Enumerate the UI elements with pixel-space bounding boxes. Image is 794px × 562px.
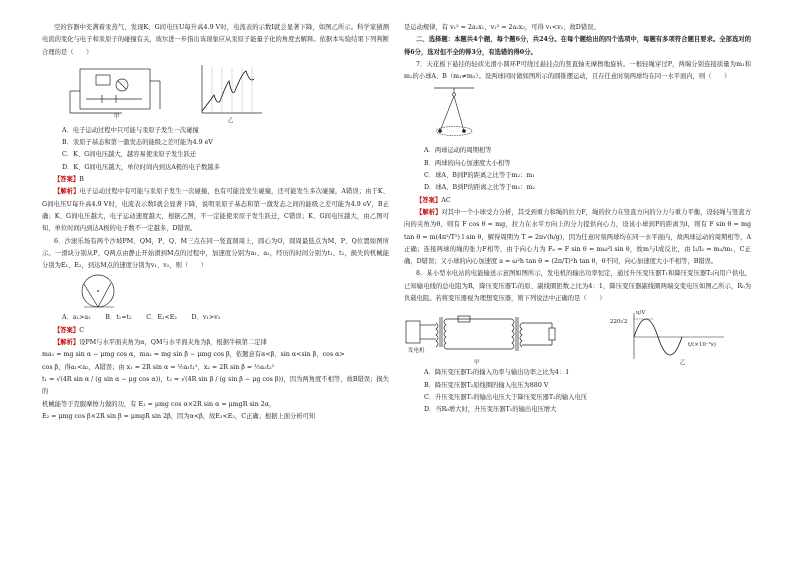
q6-options <box>42 312 389 324</box>
q8-option-b: B．降压变压器T₂原线圈的输入电压为880 V <box>424 381 549 389</box>
q6-explanation-line: ma₁ = mg sin α − μmg cos α，ma₂ = mg sin β − μmg cos β，依题意有α<β，sin α<sin β，cos α> <box>42 351 345 359</box>
q5-figure <box>62 61 389 123</box>
q6-stem: 6．沙滚乐场有两个沙坡PM、QM，P、Q、M三点在同一竖直圆周上，圆心为O，圆周最低点为M，P、Q位置如图所示。一滑块分别从P、Q两点由静止开始滑到M点的过程中，加速度分别为a₁、a₂，经历的时间分别为t₁、t₂，损失的机械能分别为E₁、E₂，到达M点的速度分别为v₁、v₂，则（ ） <box>42 237 389 270</box>
fig8-left-caption: 甲 <box>474 360 480 367</box>
q5-answer <box>42 174 389 186</box>
section-2-heading: 二、选择题：本题共4个题，每个题6分，共24分。在每个题给出的四个选项中，每题有多项符合题目要求。全部选对的得6分，选对但不全的得3分，有选错的得0分。 <box>404 36 751 56</box>
q5-explanation-text: 电子运动过程中有可能与汞原子发生一次碰撞，也有可能没发生碰撞，还可能发生多次碰撞，A错误；由于K、G间电压U每升高4.9 V时，电流表示数I就会显著下降，说明汞原子基态和第一激发态之间的能级之差可能为4.9 eV，B正确；K、G间电压越大，电子运动速度越大，根据乙图，不一定能使汞原子发生跃迁，C错误；K、G间电压越大，由乙图可知，单位时间内到达A极的电子数不一定越多，D错误。 <box>42 188 389 233</box>
q7-option-a: A．两球运动的周期相等 <box>424 147 492 155</box>
q6-option-d: D．v₁>v₂ <box>191 314 221 322</box>
q7-explanation-text: 对其中一个小球受力分析，其受到重力和绳的拉力F，绳的拉力在竖直方向的分力与重力平衡，设轻绳与竖直方向的夹角为θ，则有 F cos θ = mg，拉力在水平方向上的分力提供向心力，设该小球到P的距离为l，则有 F sin θ = mg tan θ = m(4π²/T²) l sin θ，解得周期为 T = 2π√(h/g)，因为任意时刻两球均在同一水平面内，故两球运动的周期相等，A正确；连接两球的绳的张力F相等，由于向心力为 Fₙ = F sin θ = mω²l sin θ，故m与l成反比，由 l₁/l₂ = m₂/m₁，C正确，D错误；又小球的向心加速度 a = ω²h tan θ = (2π/T)²h tan θ，θ不同，向心加速度大小不相等，B错误。 <box>404 208 751 266</box>
q6-figure <box>62 274 389 310</box>
explanation-tag: 【解析】 <box>54 188 80 196</box>
franck-hertz-figure <box>62 61 292 123</box>
q8-option-d: D．当R₀增大时，升压变压器T₁的输出电压增大 <box>424 406 557 414</box>
q7-explanation <box>404 207 751 268</box>
circle-slope-figure <box>62 274 142 310</box>
q5-option-c: C．K、G间电压越大，越容易使汞原子发生跃迁 <box>62 151 197 159</box>
right-column <box>404 22 751 417</box>
q5-option-a: A．电子运动过程中只可能与汞原子发生一次碰撞 <box>62 126 199 134</box>
q6-explanation-line: 机械能等于克服摩擦力做的功，有 E₁ = μmg cos α×2R sin α = μmgR sin 2α， <box>42 400 276 408</box>
answer-tag: 【答案】 <box>54 176 80 184</box>
fig1-right-caption: 乙 <box>228 117 234 124</box>
explanation-tag: 【解析】 <box>54 339 80 347</box>
fig1-left-caption: 甲 <box>114 113 120 120</box>
power-transmission-figure <box>404 307 744 365</box>
q6-explanation <box>42 337 389 349</box>
q6-explanation-line: E₂ = μmg cos β×2R sin β = μmgR sin 2β，因为α<β，故E₁<E₂，C正确；根据上面分析可知 <box>42 412 316 420</box>
q8-stem: 8．某小型水电站的电能输送示意图如图所示，发电机的输出功率恒定，通过升压变压器T₁和降压变压器T₂向用户供电，已知输电线的总电阻为R，降压变压器T₂的原、副线圈匝数之比为4：1，降压变压器副线圈两端交变电压如图乙所示，R₀为负载电阻。若将变压器视为理想变压器，则下列说法中正确的是（ ） <box>404 270 751 303</box>
q7-answer-value: AC <box>441 196 451 204</box>
q7-stem: 7．天花板下悬挂的轻质光滑小圆环P可绕过悬挂点的竖直轴无摩擦地旋转。一根轻绳穿过P，两端分别连接质量为m₁和m₂的小球A、B（m₁≠m₂）。设两球同时做如图所示的圆锥摆运动，且在任意时刻两球均在同一水平面内，则（ ） <box>404 60 751 81</box>
q7-option-d: D．球A、B到P的距离之比等于m₁：m₂ <box>424 184 536 192</box>
q8-figure <box>404 307 751 365</box>
q8-option-a: A．降压变压器T₂的输入功率与输出功率之比为4：1 <box>424 369 570 377</box>
q7-answer <box>404 195 751 207</box>
q6-explanation-line: 设PM与水平面夹角为α，QM与水平面夹角为β，根据牛顿第二定律 <box>79 339 267 347</box>
fig8-y-tick: 220√2 <box>610 319 628 326</box>
answer-tag: 【答案】 <box>54 326 80 334</box>
fig8-y-axis-label: u/V <box>636 310 646 317</box>
q6-explanation-tail: 是运动规律，有 v₁² = 2a₁x₁，v₂² = 2a₂x₂，可得 v₁<v₂，故D错误。 <box>404 24 600 31</box>
q6-explanation-line: cos β，得a₁<a₂，A错误；由 x₁ = 2R sin α = ½a₁t₁²，x₂ = 2R sin β = ½a₂t₂² <box>42 363 275 371</box>
q6-option-c: C．E₁<E₂ <box>146 314 177 322</box>
fig8-x-axis-label: t/(×10⁻²s) <box>688 342 716 349</box>
q6-explanation-line: t₁ = √(4R sin α / (g sin α − μg cos α))，t₂ = √(4R sin β / (g sin β − μg cos β))，因为两角度不相等，故B错误；损失的 <box>42 375 389 396</box>
fig8-right-caption: 乙 <box>680 360 686 367</box>
q5-stem: 空的容器中充满着汞蒸气，发现K、G间电压U每升高4.9 V时，电流表的示数I就会显著下降，如图乙所示。科学家猜测电流的变化与电子和汞原子的碰撞有关，玻尔进一步指出该现象应从汞原子能量子化的角度去解释。依据本实验结果下列判断合理的是（ ） <box>42 24 389 56</box>
q7-option-b: B．两球的向心加速度大小相等 <box>424 159 511 167</box>
explanation-tag: 【解析】 <box>416 208 442 216</box>
q7-option-c: C．球A、B到P的距离之比等于m₂：m₁ <box>424 172 535 180</box>
q5-explanation <box>42 186 389 235</box>
q5-option-d: D．K、G间电压越大，单位时间内到达A极的电子数越多 <box>62 163 220 171</box>
generator-label: 发电机 <box>408 348 425 355</box>
q8-option-c: C．升压变压器T₁的输出电压大于降压变压器T₂的输入电压 <box>424 393 588 401</box>
answer-tag: 【答案】 <box>416 196 442 204</box>
q5-answer-value: B <box>79 176 84 184</box>
q7-figure <box>424 85 751 143</box>
q6-option-b: B．t₁=t₂ <box>105 314 132 322</box>
left-column <box>42 22 389 423</box>
q6-answer-value: C <box>79 326 85 334</box>
q6-answer <box>42 325 389 337</box>
conical-pendulum-figure <box>424 85 484 143</box>
q5-option-b: B．汞原子基态和第一激发态的能级之差可能为4.9 eV <box>62 139 213 147</box>
q6-option-a: A．a₁>a₂ <box>62 314 91 322</box>
